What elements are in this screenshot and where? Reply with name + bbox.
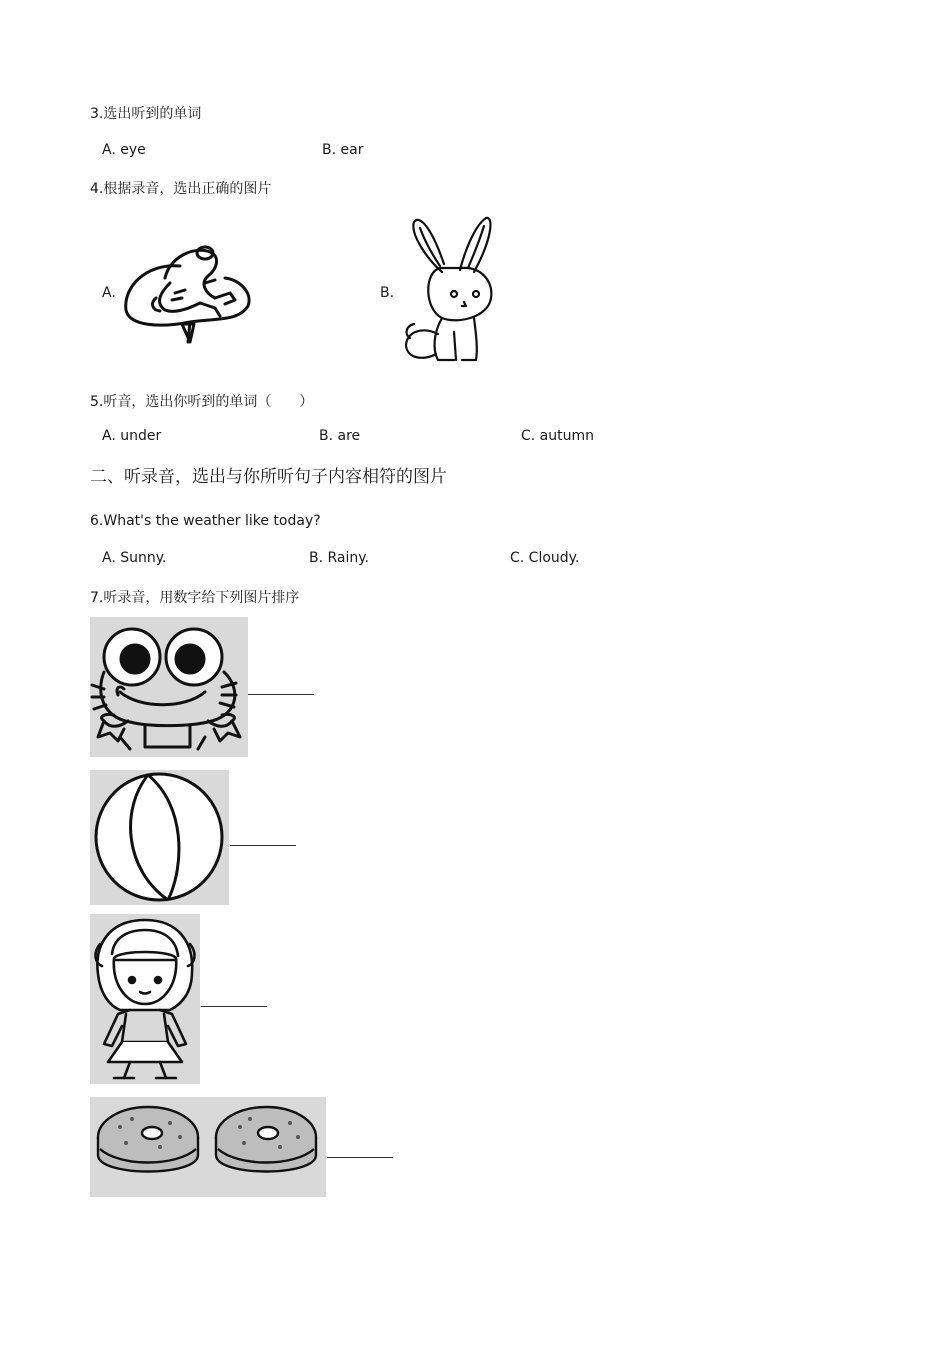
biscuits-image (90, 1097, 326, 1197)
answer-blank-frog[interactable] (248, 694, 314, 695)
q4-option-b[interactable]: B. (380, 285, 395, 301)
section-2-title: 二、听录音，选出与你所听句子内容相符的图片 (90, 467, 447, 487)
rabbit-image[interactable] (402, 214, 497, 366)
q6-option-c[interactable]: C. Cloudy. (510, 550, 580, 566)
answer-blank-ball[interactable] (230, 845, 296, 846)
q3-option-a[interactable]: A. eye (102, 142, 146, 158)
q4-prompt: 4.根据录音，选出正确的图片 (90, 181, 272, 197)
q6-prompt: 6.What's the weather like today? (90, 513, 321, 529)
frog-cartoon-image (90, 617, 248, 757)
q7-prompt: 7.听录音，用数字给下列图片排序 (90, 590, 300, 606)
answer-blank-girl[interactable] (201, 1006, 267, 1007)
q3-option-b[interactable]: B. ear (322, 142, 364, 158)
girl-image (90, 914, 200, 1084)
q6-option-a[interactable]: A. Sunny. (102, 550, 167, 566)
q5-prompt: 5.听音，选出你听到的单词（ ） (90, 394, 314, 410)
q6-option-b[interactable]: B. Rainy. (309, 550, 370, 566)
q5-option-a[interactable]: A. under (102, 428, 162, 444)
q5-option-b[interactable]: B. are (319, 428, 361, 444)
frog-on-leaf-image[interactable] (120, 238, 255, 346)
q3-prompt: 3.选出听到的单词 (90, 106, 202, 122)
q4-option-a[interactable]: A. (102, 285, 116, 301)
answer-blank-biscuits[interactable] (327, 1157, 393, 1158)
ball-image (90, 770, 229, 905)
q5-option-c[interactable]: C. autumn (521, 428, 595, 444)
